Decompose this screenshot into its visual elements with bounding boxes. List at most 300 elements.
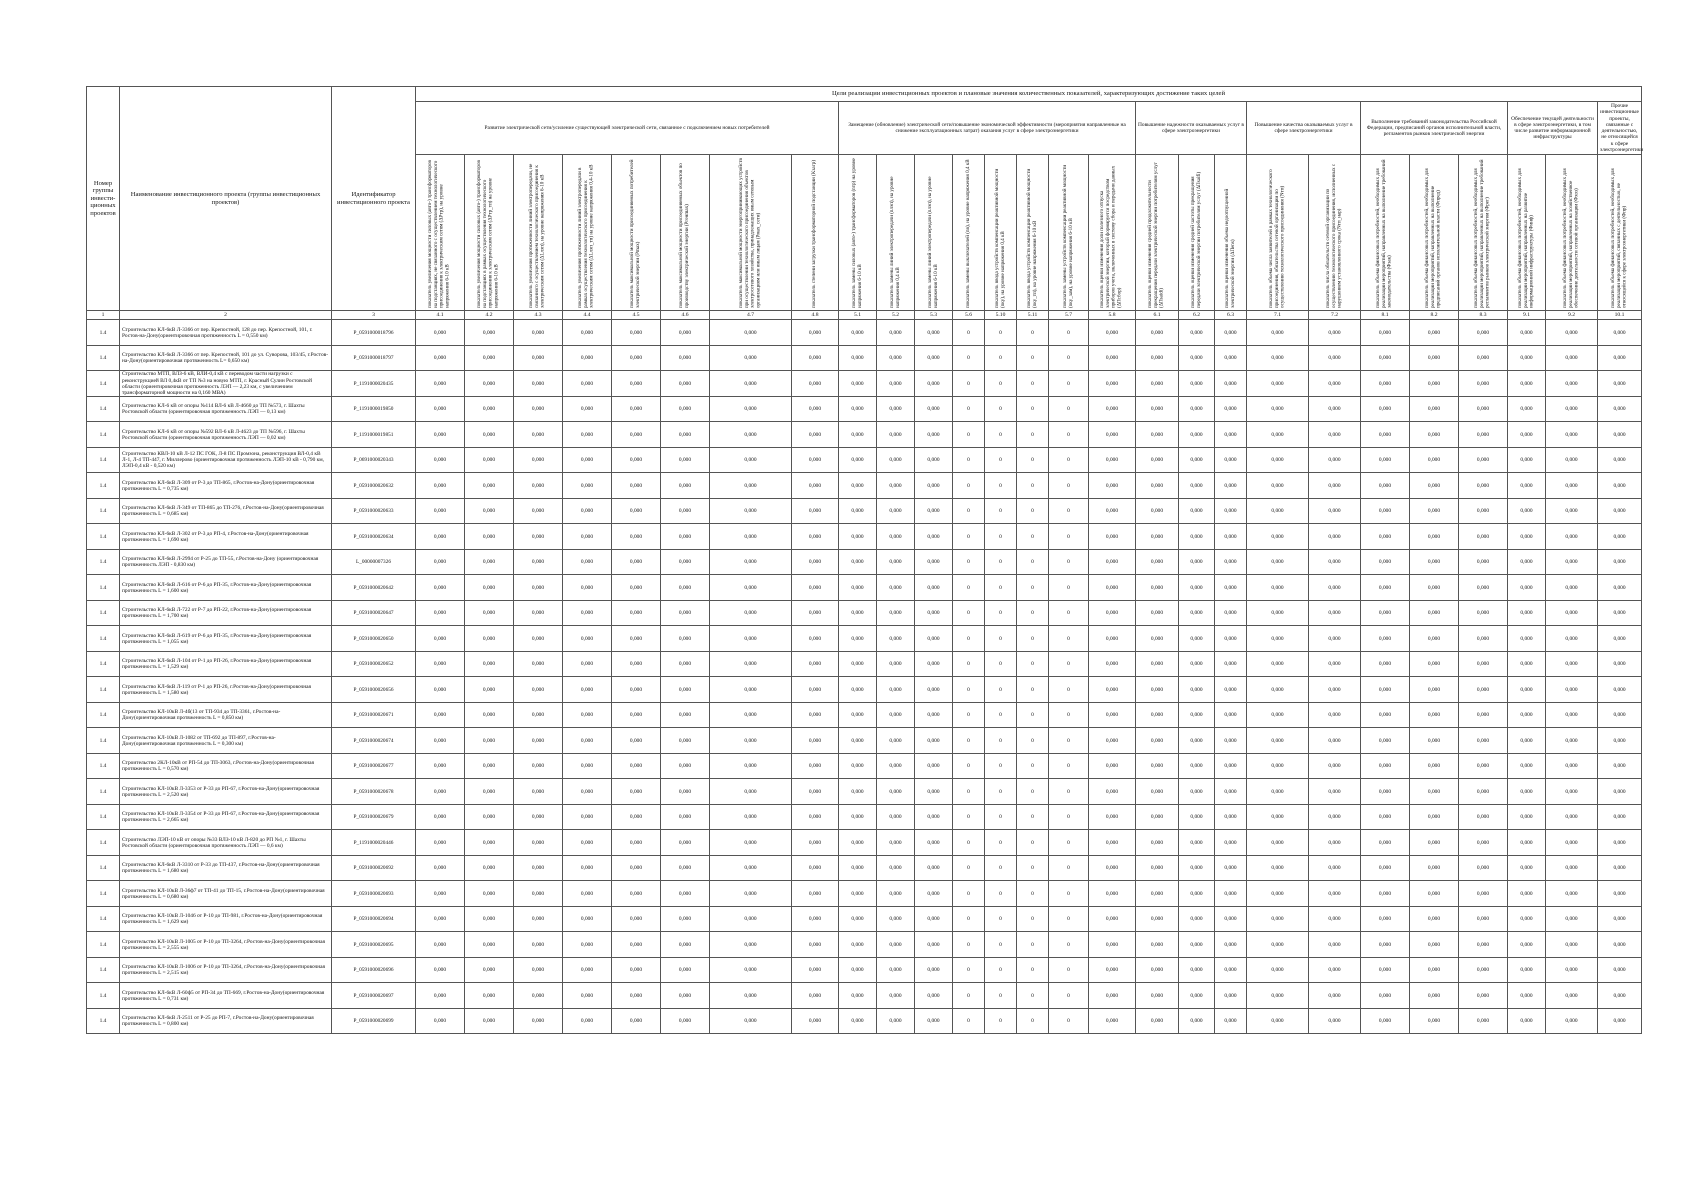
cell-indicator-value: 0,000 (1598, 422, 1642, 448)
cell-indicator-value: 0,000 (710, 855, 792, 881)
cell-indicator-value: 0,000 (1136, 422, 1179, 448)
cell-indicator-value: 0,000 (661, 473, 710, 499)
cell-indicator-value: 0,000 (465, 702, 514, 728)
cell-indicator-value: 0,000 (1508, 651, 1546, 677)
cell-group-number: 1.4 (87, 651, 120, 677)
cell-indicator-value: 0,000 (1410, 881, 1459, 907)
cell-indicator-value: 0,000 (1179, 498, 1215, 524)
cell-project-id: P_0591000020652 (332, 651, 416, 677)
cell-indicator-value: 0 (1049, 983, 1089, 1009)
header-column-index: 4.8 (792, 311, 839, 320)
cell-indicator-value: 0,000 (1598, 371, 1642, 397)
cell-indicator-value: 0 (953, 677, 985, 703)
cell-indicator-value: 0,000 (465, 422, 514, 448)
cell-indicator-value: 0,000 (1410, 524, 1459, 550)
table-body (87, 320, 1642, 1034)
cell-indicator-value: 0,000 (1089, 881, 1136, 907)
cell-indicator-value: 0,000 (915, 932, 953, 958)
cell-indicator-value: 0,000 (1179, 473, 1215, 499)
cell-indicator-value: 0 (953, 728, 985, 754)
header-column-index: 4.1 (416, 311, 465, 320)
cell-project-name: Строительство КЛ-6кВ Л-3310 от Р-33 до ТП-437, г.Ростов-на-Дону(ориентировочная протяженность L = 1,680 км) (120, 855, 332, 881)
cell-project-name: Строительство КЛ-6кВ Л-104 от Р-1 до РП-26, г.Ростов-на-Дону(ориентировочная протяженность L = 1,529 км) (120, 651, 332, 677)
cell-indicator-value: 0,000 (612, 906, 661, 932)
cell-indicator-value: 0,000 (1459, 473, 1508, 499)
cell-indicator-value: 0,000 (1179, 651, 1215, 677)
cell-indicator-value: 0,000 (1309, 957, 1361, 983)
cell-indicator-value: 0,000 (1179, 957, 1215, 983)
cell-indicator-value: 0,000 (1459, 702, 1508, 728)
header-project-id: Идентификатор инвестиционного проекта (332, 87, 416, 311)
cell-indicator-value: 0,000 (465, 881, 514, 907)
cell-indicator-value: 0 (985, 626, 1017, 652)
cell-indicator-value: 0,000 (1459, 447, 1508, 473)
indicator-label: показатель замены силовых (авто-) трансформаторов (nтр) на уровне напряжения 6-10 кВ (850, 158, 863, 308)
cell-indicator-value: 0,000 (514, 422, 563, 448)
indicator-label: показатель оценки изменения объема недоотпущенной электрической энергии (ΔПens) (1223, 188, 1236, 308)
cell-indicator-value: 0,000 (416, 804, 465, 830)
cell-indicator-value: 0,000 (1546, 626, 1598, 652)
cell-indicator-value: 0 (985, 1008, 1017, 1034)
header-column-index: 4.3 (514, 311, 563, 320)
cell-indicator-value: 0 (985, 473, 1017, 499)
cell-indicator-value: 0,000 (1309, 473, 1361, 499)
cell-indicator-value: 0,000 (612, 983, 661, 1009)
cell-indicator-value: 0 (1049, 396, 1089, 422)
indicator-label: показатель максимальной мощности энергопринимающих устройств при осуществлении технологического присоединения объектов электросетевого хозяйства, принадлежащих иным сетевым организациям или иным лицам (Pмаx_сети) (737, 157, 762, 308)
cell-indicator-value: 0,000 (1215, 932, 1247, 958)
cell-indicator-value: 0,000 (1215, 600, 1247, 626)
cell-indicator-value: 0 (1017, 320, 1049, 346)
cell-indicator-value: 0 (1049, 702, 1089, 728)
cell-indicator-value: 0,000 (1508, 804, 1546, 830)
header-column-index: 5.3 (915, 311, 953, 320)
cell-indicator-value: 0 (1017, 1008, 1049, 1034)
cell-indicator-value: 0 (985, 881, 1017, 907)
table-row (87, 422, 1642, 448)
cell-indicator-value: 0,000 (1459, 524, 1508, 550)
cell-indicator-value: 0,000 (839, 779, 877, 805)
header-column-index: 1 (87, 311, 120, 320)
cell-indicator-value: 0,000 (1215, 983, 1247, 1009)
cell-indicator-value: 0,000 (1215, 677, 1247, 703)
cell-project-id: P_0591000020674 (332, 728, 416, 754)
cell-indicator-value: 0 (1017, 728, 1049, 754)
header-indicator (1459, 155, 1508, 311)
cell-indicator-value: 0,000 (563, 396, 612, 422)
cell-indicator-value: 0,000 (416, 881, 465, 907)
cell-indicator-value: 0,000 (1410, 320, 1459, 346)
cell-indicator-value: 0,000 (839, 549, 877, 575)
cell-group-number: 1.4 (87, 345, 120, 371)
cell-indicator-value: 0,000 (1598, 1008, 1642, 1034)
cell-indicator-value: 0,000 (1247, 753, 1309, 779)
cell-indicator-value: 0,000 (1361, 320, 1410, 346)
cell-indicator-value: 0,000 (1459, 957, 1508, 983)
cell-indicator-value: 0,000 (1598, 626, 1642, 652)
cell-indicator-value: 0,000 (1089, 728, 1136, 754)
cell-indicator-value: 0,000 (416, 677, 465, 703)
cell-indicator-value: 0,000 (514, 651, 563, 677)
cell-indicator-value: 0,000 (1179, 1008, 1215, 1034)
cell-project-id: P_1191000020446 (332, 830, 416, 856)
cell-indicator-value: 0,000 (710, 422, 792, 448)
cell-group-number: 1.4 (87, 677, 120, 703)
header-column-index: 4.6 (661, 311, 710, 320)
header-indicator (1049, 155, 1089, 311)
cell-indicator-value: 0,000 (1546, 906, 1598, 932)
header-project-name: Наименование инвестиционного проекта (группы инвестиционных проектов) (120, 87, 332, 311)
cell-indicator-value: 0,000 (710, 524, 792, 550)
header-column-index: 8.1 (1361, 311, 1410, 320)
cell-indicator-value: 0,000 (1546, 422, 1598, 448)
cell-indicator-value: 0,000 (416, 932, 465, 958)
cell-indicator-value: 0,000 (877, 804, 915, 830)
cell-indicator-value: 0,000 (1179, 575, 1215, 601)
cell-indicator-value: 0,000 (1508, 728, 1546, 754)
cell-indicator-value: 0 (985, 855, 1017, 881)
cell-indicator-value: 0,000 (1410, 932, 1459, 958)
cell-indicator-value: 0 (953, 600, 985, 626)
cell-indicator-value: 0 (953, 779, 985, 805)
cell-indicator-value: 0,000 (1247, 371, 1309, 397)
cell-indicator-value: 0 (985, 396, 1017, 422)
cell-indicator-value: 0,000 (792, 371, 839, 397)
cell-indicator-value: 0,000 (1179, 396, 1215, 422)
cell-indicator-value: 0,000 (1089, 396, 1136, 422)
header-indicator (839, 155, 877, 311)
cell-indicator-value: 0 (1049, 371, 1089, 397)
cell-indicator-value: 0 (1017, 422, 1049, 448)
cell-indicator-value: 0,000 (1546, 804, 1598, 830)
cell-indicator-value: 0,000 (915, 549, 953, 575)
indicator-label: показатель степени загрузки трансформаторной подстанции (Kзагр) (811, 159, 818, 308)
cell-indicator-value: 0,000 (612, 957, 661, 983)
cell-indicator-value: 0,000 (1459, 1008, 1508, 1034)
cell-indicator-value: 0 (1017, 498, 1049, 524)
cell-indicator-value: 0,000 (1598, 881, 1642, 907)
cell-indicator-value: 0 (1049, 804, 1089, 830)
cell-indicator-value: 0,000 (465, 804, 514, 830)
cell-indicator-value: 0,000 (1410, 422, 1459, 448)
cell-indicator-value: 0,000 (1179, 728, 1215, 754)
cell-indicator-value: 0,000 (1410, 396, 1459, 422)
header-column-index: 8.3 (1459, 311, 1508, 320)
cell-indicator-value: 0,000 (1459, 345, 1508, 371)
cell-project-id: P_0591000020650 (332, 626, 416, 652)
header-goal-group: Повышение качества оказываемых услуг в сфере электроэнергетики (1247, 102, 1361, 155)
cell-indicator-value: 0,000 (1215, 345, 1247, 371)
cell-indicator-value: 0,000 (710, 345, 792, 371)
cell-indicator-value: 0,000 (1598, 549, 1642, 575)
cell-indicator-value: 0,000 (1410, 753, 1459, 779)
cell-indicator-value: 0,000 (1361, 651, 1410, 677)
cell-indicator-value: 0,000 (1508, 957, 1546, 983)
cell-indicator-value: 0,000 (1361, 753, 1410, 779)
header-column-index: 7.2 (1309, 311, 1361, 320)
cell-indicator-value: 0,000 (710, 957, 792, 983)
header-indicator (1361, 155, 1410, 311)
cell-indicator-value: 0,000 (1508, 677, 1546, 703)
cell-project-id: P_0591000020632 (332, 473, 416, 499)
cell-group-number: 1.4 (87, 779, 120, 805)
cell-indicator-value: 0,000 (915, 498, 953, 524)
cell-indicator-value: 0,000 (1361, 779, 1410, 805)
cell-project-id: P_0591000020696 (332, 957, 416, 983)
cell-project-name: Строительство 2КЛ-10кВ от РП-54 до ТП-3063, г.Ростов-на-Дону(ориентировочная протяженность L = 0,570 км) (120, 753, 332, 779)
cell-indicator-value: 0 (985, 983, 1017, 1009)
cell-indicator-value: 0,000 (514, 906, 563, 932)
cell-indicator-value: 0,000 (1309, 855, 1361, 881)
cell-project-id: P_1191000019850 (332, 396, 416, 422)
table-row (87, 320, 1642, 346)
cell-indicator-value: 0,000 (1459, 804, 1508, 830)
cell-indicator-value: 0,000 (877, 881, 915, 907)
cell-indicator-value: 0,000 (612, 524, 661, 550)
cell-indicator-value: 0,000 (710, 371, 792, 397)
cell-indicator-value: 0,000 (1136, 396, 1179, 422)
header-indicator (1136, 155, 1179, 311)
indicator-label: показатель оценки изменения доли полезного отпуска электрической энергии, который формируется посредством приборов учета, включенных в систему сбора и передачи данных (ΔПсбор) (1099, 165, 1123, 308)
cell-indicator-value: 0,000 (1247, 422, 1309, 448)
cell-indicator-value: 0,000 (1247, 396, 1309, 422)
cell-indicator-value: 0,000 (1089, 345, 1136, 371)
cell-indicator-value: 0,000 (1508, 498, 1546, 524)
cell-group-number: 1.4 (87, 549, 120, 575)
cell-indicator-value: 0,000 (839, 447, 877, 473)
cell-indicator-value: 0,000 (1247, 626, 1309, 652)
cell-indicator-value: 0 (1049, 422, 1089, 448)
cell-indicator-value: 0,000 (1309, 549, 1361, 575)
header-column-index: 10.1 (1598, 311, 1642, 320)
cell-indicator-value: 0,000 (416, 320, 465, 346)
cell-group-number: 1.4 (87, 1008, 120, 1034)
cell-indicator-value: 0,000 (661, 906, 710, 932)
cell-indicator-value: 0,000 (1508, 447, 1546, 473)
cell-indicator-value: 0,000 (1309, 651, 1361, 677)
cell-indicator-value: 0,000 (1546, 651, 1598, 677)
table-row (87, 728, 1642, 754)
cell-indicator-value: 0,000 (661, 345, 710, 371)
cell-project-name: Строительство КЛ-10кВ Л-36ф7 от ТП-41 до ТП-15, г.Ростов-на-Дону(ориентировочная протяженность L = 0,680 км) (120, 881, 332, 907)
cell-indicator-value: 0,000 (416, 983, 465, 1009)
cell-indicator-value: 0,000 (1215, 575, 1247, 601)
cell-project-id: P_0591000020697 (332, 983, 416, 1009)
cell-indicator-value: 0,000 (915, 753, 953, 779)
cell-indicator-value: 0,000 (465, 549, 514, 575)
cell-indicator-value: 0 (1049, 855, 1089, 881)
cell-indicator-value: 0,000 (710, 906, 792, 932)
cell-indicator-value: 0 (1049, 753, 1089, 779)
cell-indicator-value: 0,000 (877, 626, 915, 652)
cell-indicator-value: 0,000 (1361, 957, 1410, 983)
header-column-index: 5.7 (1049, 311, 1089, 320)
cell-indicator-value: 0,000 (1361, 498, 1410, 524)
cell-project-name: Строительство КЛ-6 кВ от опоры №592 ВЛ-6 кВ Л-4623 до ТП №596, г. Шахты Ростовской области (ориентировочная протяженность ЛЭП — 0,02 км) (120, 422, 332, 448)
cell-indicator-value: 0,000 (1546, 549, 1598, 575)
cell-group-number: 1.4 (87, 957, 120, 983)
indicator-label: показатель объема финансовых потребностей, необходимых для реализации мероприятий, направленных на выполнение требований регламентов рынков электрической энергии (Фрег) (1473, 159, 1491, 308)
header-goal-group: Развитие электрической сети/усиление существующей электрической сети, связанное с подключением новых потребителей (416, 102, 839, 155)
cell-indicator-value: 0,000 (416, 1008, 465, 1034)
cell-indicator-value: 0 (1049, 320, 1089, 346)
cell-indicator-value: 0,000 (563, 320, 612, 346)
cell-indicator-value: 0,000 (877, 473, 915, 499)
cell-group-number: 1.4 (87, 498, 120, 524)
cell-indicator-value: 0,000 (1136, 804, 1179, 830)
cell-indicator-value: 0 (953, 932, 985, 958)
cell-project-id: P_0591000020699 (332, 1008, 416, 1034)
cell-indicator-value: 0,000 (563, 677, 612, 703)
cell-project-id: P_0691000020343 (332, 447, 416, 473)
cell-indicator-value: 0,000 (710, 626, 792, 652)
cell-indicator-value: 0 (1017, 549, 1049, 575)
cell-indicator-value: 0,000 (661, 881, 710, 907)
cell-indicator-value: 0,000 (792, 600, 839, 626)
cell-indicator-value: 0,000 (1247, 983, 1309, 1009)
indicator-label: показатель объема финансовых потребностей, необходимых для реализации мероприятий, направленных на выполнение предписаний органов исполнительной власти (Фпред) (1424, 168, 1442, 308)
cell-indicator-value: 0,000 (563, 881, 612, 907)
cell-indicator-value: 0 (1017, 753, 1049, 779)
cell-indicator-value: 0 (1049, 549, 1089, 575)
cell-project-id: P_0591000020656 (332, 677, 416, 703)
cell-indicator-value: 0 (985, 804, 1017, 830)
table-row (87, 906, 1642, 932)
cell-project-id: P_0591000020671 (332, 702, 416, 728)
cell-indicator-value: 0,000 (1309, 575, 1361, 601)
cell-indicator-value: 0,000 (1089, 651, 1136, 677)
cell-indicator-value: 0,000 (416, 575, 465, 601)
cell-indicator-value: 0,000 (1179, 855, 1215, 881)
cell-indicator-value: 0,000 (1546, 575, 1598, 601)
cell-project-name: Строительство КЛ-6 кВ от опоры №114 ВЛ-6 кВ Л-4660 до ТП №573, г. Шахты Ростовской области (ориентировочная протяженность ЛЭП — 0,13 км) (120, 396, 332, 422)
cell-indicator-value: 0,000 (1215, 855, 1247, 881)
header-indicator (1598, 155, 1642, 311)
cell-indicator-value: 0,000 (1247, 957, 1309, 983)
table-row (87, 549, 1642, 575)
indicator-label: показатель ввода устройств компенсации реактивной мощности (nку_тп), на уровне напряжения 6-10 кВ (1025, 168, 1038, 308)
cell-indicator-value: 0,000 (1215, 753, 1247, 779)
cell-indicator-value: 0 (1017, 804, 1049, 830)
cell-indicator-value: 0,000 (1179, 983, 1215, 1009)
cell-indicator-value: 0,000 (563, 600, 612, 626)
cell-indicator-value: 0,000 (1361, 549, 1410, 575)
cell-indicator-value: 0,000 (877, 600, 915, 626)
cell-indicator-value: 0,000 (1508, 320, 1546, 346)
cell-indicator-value: 0,000 (563, 549, 612, 575)
cell-indicator-value: 0,000 (1598, 957, 1642, 983)
cell-group-number: 1.4 (87, 396, 120, 422)
cell-indicator-value: 0,000 (1089, 983, 1136, 1009)
cell-indicator-value: 0,000 (416, 524, 465, 550)
cell-indicator-value: 0,000 (1089, 498, 1136, 524)
cell-indicator-value: 0,000 (661, 447, 710, 473)
cell-indicator-value: 0,000 (1089, 422, 1136, 448)
cell-indicator-value: 0,000 (661, 549, 710, 575)
cell-indicator-value: 0,000 (1136, 881, 1179, 907)
cell-group-number: 1.4 (87, 422, 120, 448)
cell-indicator-value: 0,000 (1136, 983, 1179, 1009)
cell-indicator-value: 0 (953, 422, 985, 448)
cell-indicator-value: 0,000 (1179, 779, 1215, 805)
cell-indicator-value: 0,000 (661, 830, 710, 856)
cell-indicator-value: 0,000 (514, 447, 563, 473)
cell-group-number: 1.4 (87, 906, 120, 932)
cell-indicator-value: 0,000 (1459, 626, 1508, 652)
cell-indicator-value: 0,000 (612, 753, 661, 779)
cell-indicator-value: 0,000 (661, 320, 710, 346)
cell-indicator-value: 0,000 (710, 702, 792, 728)
cell-indicator-value: 0,000 (877, 575, 915, 601)
cell-indicator-value: 0,000 (514, 626, 563, 652)
cell-indicator-value: 0,000 (612, 371, 661, 397)
cell-indicator-value: 0,000 (1508, 779, 1546, 805)
cell-project-name: Строительство КЛ-10кВ Л-1006 от Р-10 до ТП-3264, г.Ростов-на-Дону(ориентировочная протяженность L = 2,515 км) (120, 957, 332, 983)
cell-indicator-value: 0,000 (1459, 371, 1508, 397)
table-row (87, 626, 1642, 652)
cell-indicator-value: 0,000 (1598, 855, 1642, 881)
cell-indicator-value: 0 (1017, 626, 1049, 652)
cell-indicator-value: 0,000 (514, 957, 563, 983)
cell-indicator-value: 0,000 (514, 600, 563, 626)
cell-group-number: 1.4 (87, 881, 120, 907)
cell-indicator-value: 0,000 (915, 524, 953, 550)
header-indicator (877, 155, 915, 311)
cell-indicator-value: 0 (985, 906, 1017, 932)
cell-indicator-value: 0,000 (1136, 855, 1179, 881)
table-row (87, 855, 1642, 881)
cell-indicator-value: 0,000 (1410, 1008, 1459, 1034)
cell-indicator-value: 0,000 (710, 549, 792, 575)
cell-indicator-value: 0,000 (1309, 677, 1361, 703)
cell-indicator-value: 0,000 (465, 957, 514, 983)
cell-indicator-value: 0 (985, 498, 1017, 524)
cell-indicator-value: 0,000 (839, 957, 877, 983)
cell-group-number: 1.4 (87, 932, 120, 958)
header-indicator (1089, 155, 1136, 311)
cell-project-name: Строительство КЛ-6кВ Л-60ф5 от РП-34 до ТП-669, г.Ростов-на-Дону(ориентировочная протяженность L = 0,731 км) (120, 983, 332, 1009)
indicator-label: показатель увеличения мощности силовых (авто-) трансформаторов на подстанциях в рамках осуществления технологического присоединения к электрическим сетям (ΔPтр_тп) на уровне напряжения 6-10 кВ (476, 159, 500, 308)
cell-indicator-value: 0,000 (1179, 447, 1215, 473)
cell-project-id: P_0591000020679 (332, 804, 416, 830)
cell-indicator-value: 0,000 (1179, 626, 1215, 652)
cell-indicator-value: 0,000 (1361, 396, 1410, 422)
cell-indicator-value: 0,000 (1089, 447, 1136, 473)
cell-indicator-value: 0 (953, 804, 985, 830)
cell-indicator-value: 0,000 (710, 753, 792, 779)
cell-indicator-value: 0,000 (1546, 728, 1598, 754)
cell-indicator-value: 0,000 (1598, 677, 1642, 703)
cell-indicator-value: 0,000 (1089, 371, 1136, 397)
cell-group-number: 1.4 (87, 830, 120, 856)
cell-indicator-value: 0,000 (1136, 447, 1179, 473)
cell-indicator-value: 0,000 (1361, 906, 1410, 932)
cell-indicator-value: 0,000 (1309, 881, 1361, 907)
cell-indicator-value: 0,000 (1598, 651, 1642, 677)
cell-indicator-value: 0,000 (1459, 320, 1508, 346)
indicator-label: показатель замены устройств компенсации реактивной мощности (nку_зам), на уровне напряжения 6-10 кВ (1061, 164, 1074, 308)
cell-indicator-value: 0,000 (1546, 855, 1598, 881)
indicator-label: показатель замены линий электропередачи (nлэп), на уровне напряжения 6-10 кВ (926, 176, 939, 308)
cell-indicator-value: 0,000 (792, 447, 839, 473)
cell-indicator-value: 0,000 (1508, 855, 1546, 881)
cell-indicator-value: 0,000 (563, 855, 612, 881)
table-row (87, 830, 1642, 856)
cell-indicator-value: 0,000 (839, 626, 877, 652)
cell-indicator-value: 0,000 (710, 779, 792, 805)
cell-indicator-value: 0 (985, 677, 1017, 703)
cell-indicator-value: 0,000 (563, 702, 612, 728)
